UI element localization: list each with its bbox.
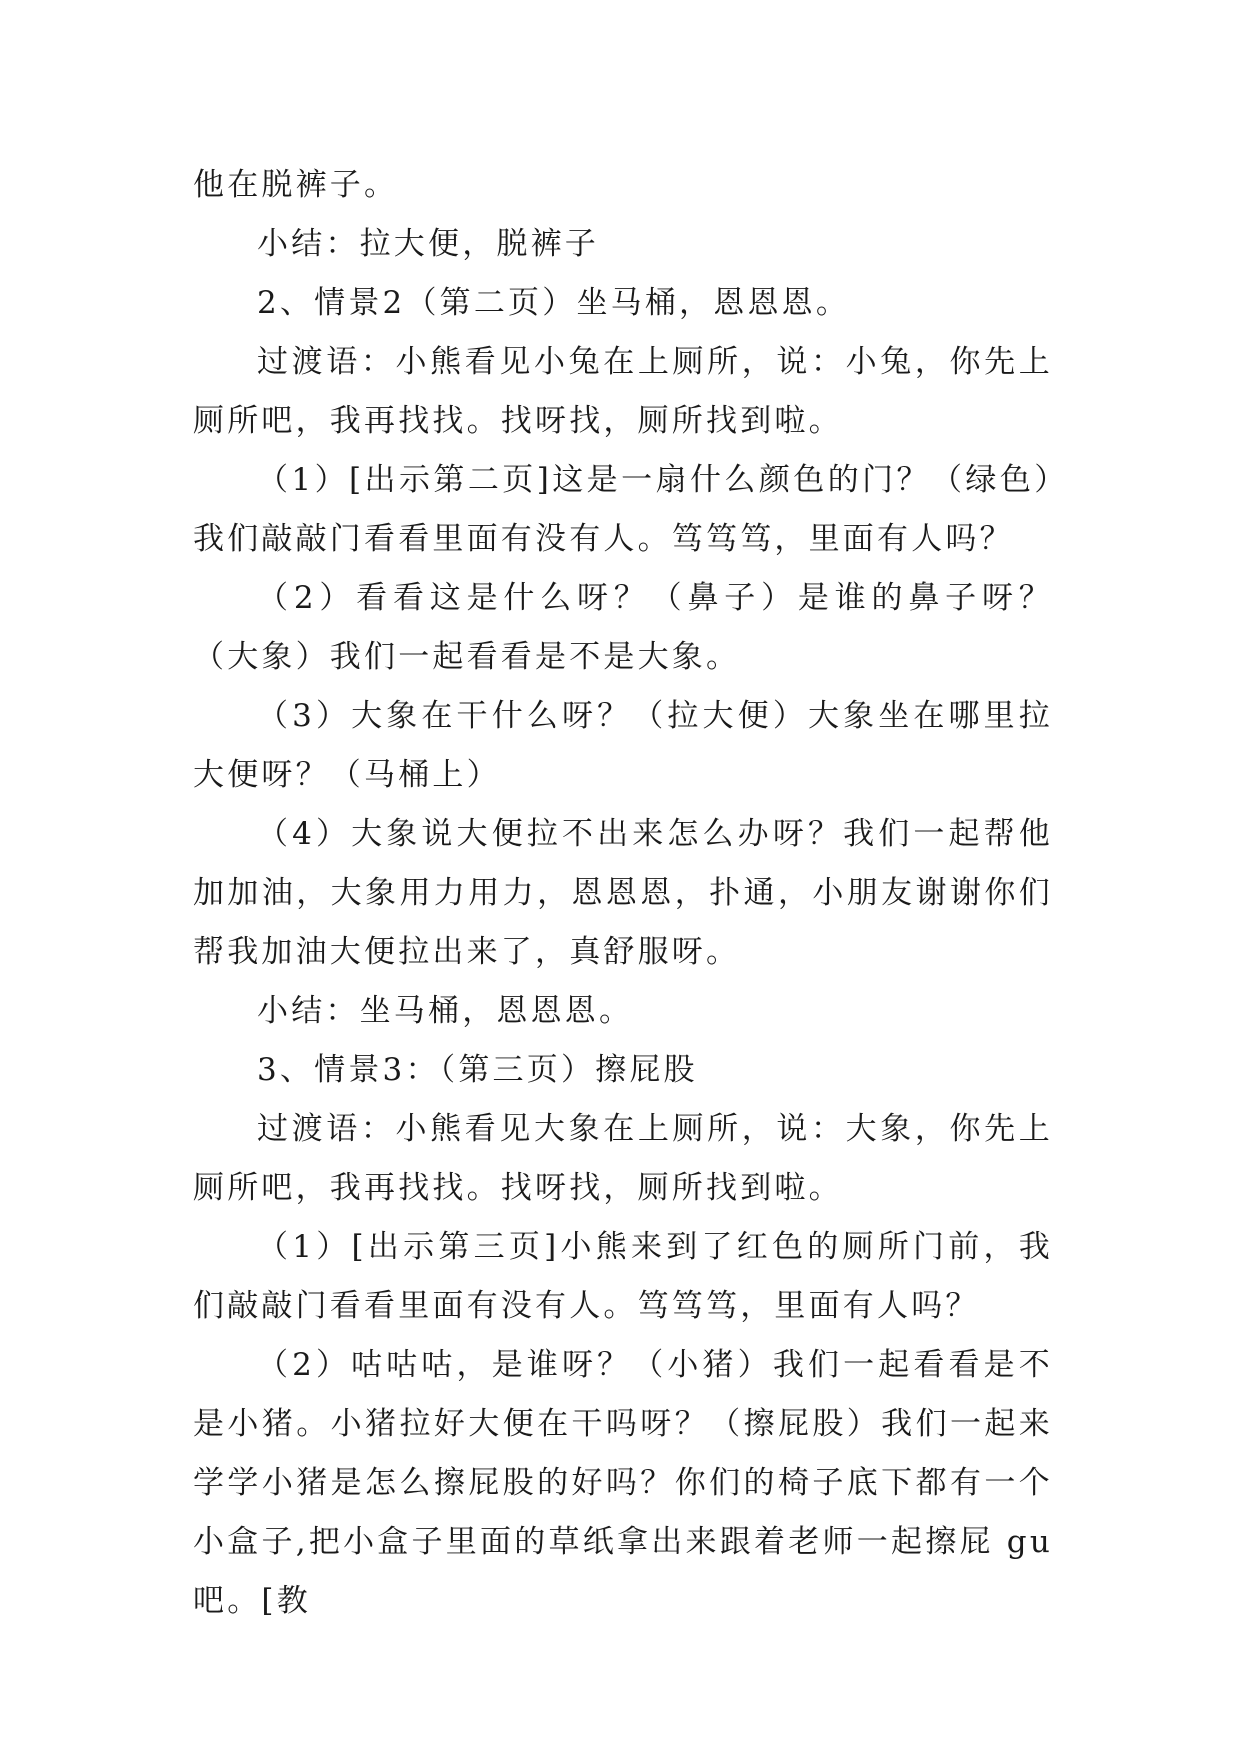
paragraph: （1）[出示第二页]这是一扇什么颜色的门？（绿色）我们敲敲门看看里面有没有人。笃笃笃，里面有人吗？ bbox=[193, 462, 1053, 557]
paragraph: （4）大象说大便拉不出来怎么办呀？我们一起帮他加加油，大象用力用力，恩恩恩，扑通，小朋友谢谢你们帮我加油大便拉出来了，真舒服呀。 bbox=[193, 816, 1053, 970]
paragraph: 他在脱裤子。 bbox=[193, 167, 399, 203]
paragraph: 过渡语：小熊看见小兔在上厕所，说：小兔，你先上厕所吧，我再找找。找呀找，厕所找到啦。 bbox=[193, 344, 1053, 439]
paragraph: （2）看看这是什么呀？（鼻子）是谁的鼻子呀？（大象）我们一起看看是不是大象。 bbox=[193, 580, 1053, 675]
paragraph: 3、情景3：（第三页）擦屁股 bbox=[257, 1052, 698, 1088]
paragraph: （2）咕咕咕，是谁呀？（小猪）我们一起看看是不是小猪。小猪拉好大便在干吗呀？（擦屁股）我们一起来学学小猪是怎么擦屁股的好吗？你们的椅子底下都有一个小盒子,把小盒子里面的草纸拿出来跟着老师一起擦屁 gu 吧。[教 bbox=[193, 1347, 1053, 1619]
document-body bbox=[193, 156, 1053, 1631]
paragraph: （1）[出示第三页]小熊来到了红色的厕所门前，我们敲敲门看看里面有没有人。笃笃笃，里面有人吗？ bbox=[193, 1229, 1053, 1324]
paragraph: 小结：坐马桶，恩恩恩。 bbox=[257, 993, 634, 1029]
paragraph: 2、情景2（第二页）坐马桶，恩恩恩。 bbox=[257, 285, 851, 321]
paragraph: （3）大象在干什么呀？（拉大便）大象坐在哪里拉大便呀？（马桶上） bbox=[193, 698, 1053, 793]
paragraph: 过渡语：小熊看见大象在上厕所，说：大象，你先上厕所吧，我再找找。找呀找，厕所找到啦。 bbox=[193, 1111, 1053, 1206]
paragraph: 小结：拉大便，脱裤子 bbox=[257, 226, 599, 262]
